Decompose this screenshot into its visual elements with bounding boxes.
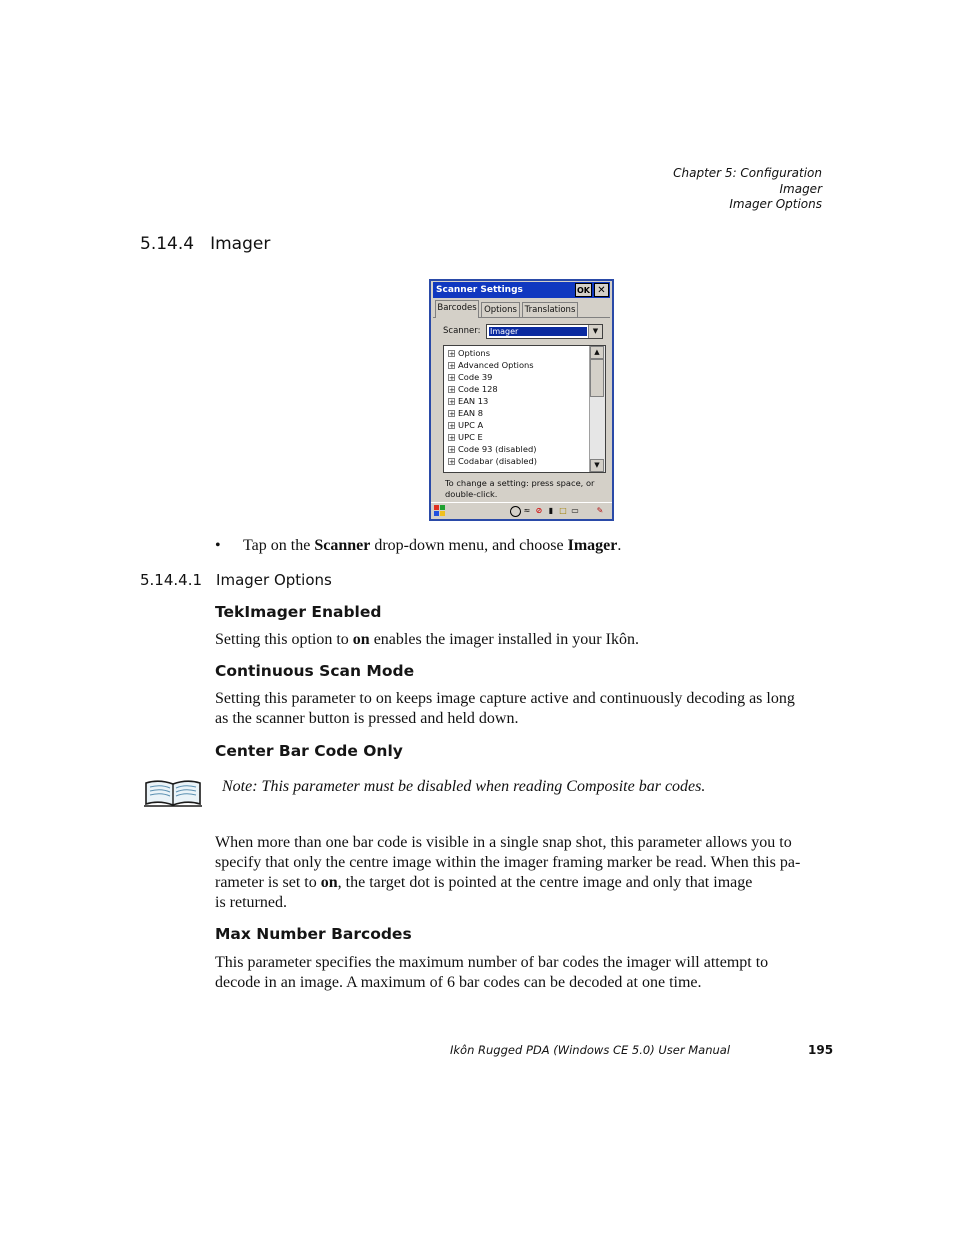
- expand-icon[interactable]: +: [449, 458, 455, 466]
- expand-icon[interactable]: +: [449, 350, 455, 358]
- tab-translations[interactable]: Translations: [522, 302, 578, 317]
- scanner-dropdown[interactable]: [486, 324, 603, 339]
- tab-options[interactable]: Options: [481, 302, 520, 317]
- ok-button[interactable]: OK: [575, 283, 592, 297]
- running-header: [673, 166, 822, 213]
- header-chapter: Chapter 5: Configuration: [673, 166, 822, 180]
- scanner-label: Scanner:: [443, 326, 481, 336]
- tree-item[interactable]: + EAN 8: [449, 408, 484, 418]
- battery-icon[interactable]: ▮: [548, 506, 554, 515]
- close-button[interactable]: ✕: [594, 283, 609, 297]
- note-text: Note: This parameter must be disabled when reading Composite bar codes.: [222, 778, 706, 795]
- heading-center: Center Bar Code Only: [215, 742, 403, 760]
- wireless-icon[interactable]: ≈: [523, 506, 531, 515]
- book-icon: [144, 777, 202, 807]
- expand-icon[interactable]: +: [449, 386, 455, 394]
- expand-icon[interactable]: +: [449, 362, 455, 370]
- start-windows-icon[interactable]: [434, 505, 446, 516]
- tree-item[interactable]: + Codabar (disabled): [449, 456, 538, 466]
- tree-item[interactable]: + Code 128: [449, 384, 498, 394]
- hint-text: To change a setting: press space, or double-click.: [445, 478, 595, 499]
- pen-icon[interactable]: ✎: [596, 506, 604, 515]
- expand-icon[interactable]: +: [449, 398, 455, 406]
- scroll-up-icon[interactable]: ▲: [590, 346, 604, 359]
- footer-title: Ikôn Rugged PDA (Windows CE 5.0) User Manual: [450, 1043, 731, 1057]
- tree-item[interactable]: + Advanced Options: [449, 360, 534, 370]
- para-center: When more than one bar code is visible in a single snap shot, this parameter allows you to specify that only the centre image within the imager framing marker be read. When this pa- rameter is set to on, the target dot is pointed at the centre image and only that image is returned.: [215, 834, 801, 911]
- tree-item[interactable]: + UPC A: [449, 420, 484, 430]
- expand-icon[interactable]: +: [449, 374, 455, 382]
- tab-barcodes[interactable]: Barcodes: [435, 300, 479, 318]
- chevron-down-icon[interactable]: ▼: [588, 325, 602, 338]
- section-number: 5.14.4: [140, 234, 195, 254]
- bullet-bold-scanner: Scanner: [314, 537, 371, 554]
- bullet-text: Tap on the: [243, 537, 315, 554]
- expand-icon[interactable]: +: [449, 410, 455, 418]
- tree-item[interactable]: + UPC E: [449, 432, 483, 442]
- header-section: Imager: [779, 181, 822, 196]
- bullet-bold-imager: Imager: [567, 537, 618, 554]
- para-maxnum: This parameter specifies the maximum number of bar codes the imager will attempt to decode in an image. A maximum of 6 bar codes can be decoded at one time.: [215, 954, 769, 991]
- bullet-dot: •: [215, 537, 221, 554]
- para-tekimager: Setting this option to on enables the imager installed in your Ikôn.: [215, 631, 639, 648]
- tree-item[interactable]: + Options: [449, 348, 491, 358]
- scroll-thumb[interactable]: [590, 359, 604, 397]
- tree-item[interactable]: + EAN 13: [449, 396, 489, 406]
- barcode-tree[interactable]: [443, 345, 606, 473]
- heading-maxnum: Max Number Barcodes: [215, 925, 412, 943]
- scroll-down-icon[interactable]: ▼: [590, 459, 604, 472]
- heading-tekimager: TekImager Enabled: [215, 603, 382, 621]
- scanner-selected-value: Imager: [489, 327, 587, 336]
- subsection-heading: [140, 571, 332, 589]
- device-screenshot: [429, 279, 614, 521]
- status-icon[interactable]: [510, 506, 521, 517]
- keyboard-icon[interactable]: ▭: [571, 506, 579, 515]
- para-continuous: Setting this parameter to on keeps image capture active and continuously decoding as long as the scanner button is pressed and held down.: [215, 690, 795, 727]
- heading-continuous: Continuous Scan Mode: [215, 662, 415, 680]
- taskbar: [431, 502, 612, 519]
- window-title: Scanner Settings: [436, 285, 523, 295]
- no-signal-icon[interactable]: ⊘: [535, 506, 543, 515]
- tree-scrollbar[interactable]: [589, 346, 605, 472]
- expand-icon[interactable]: +: [449, 422, 455, 430]
- page-number: 195: [808, 1043, 834, 1057]
- bullet-text-mid: drop-down menu, and choose: [370, 537, 568, 554]
- bullet-text-end: .: [617, 537, 622, 554]
- expand-icon[interactable]: +: [449, 434, 455, 442]
- lock-icon[interactable]: □: [559, 506, 567, 515]
- window-titlebar: [433, 282, 610, 298]
- subsection-number: 5.14.4.1: [140, 571, 203, 589]
- section-title: Imager: [210, 234, 271, 254]
- tree-item[interactable]: + Code 39: [449, 372, 493, 382]
- expand-icon[interactable]: +: [449, 446, 455, 454]
- bullet-item: [215, 537, 621, 555]
- section-heading: [140, 234, 270, 254]
- subsection-title: Imager Options: [216, 571, 332, 589]
- tree-item[interactable]: + Code 93 (disabled): [449, 444, 537, 454]
- header-subsection: Imager Options: [729, 197, 822, 211]
